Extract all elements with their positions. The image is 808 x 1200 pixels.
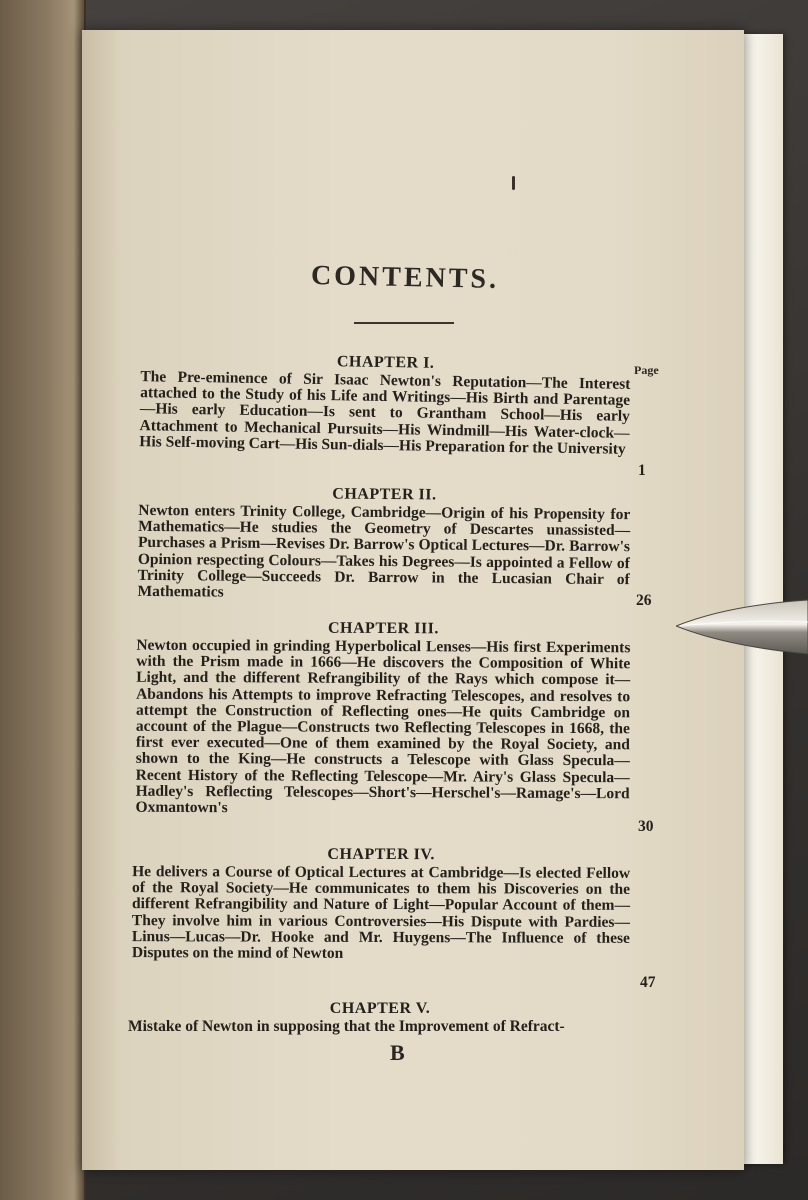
chapter-4-summary: He delivers a Course of Optical Lectures at Cambridge—Is elected Fellow of the Royal Society—He communicates to them his Discoveries on the different Refrangibility and Nature of Light—Popular Account of them—They involve him in various Controversies—His Dispute with Pardies—Linus—Lucas—Dr. Hooke and Mr. Huygens—The Influence of these Disputes on the mind of Newton bbox=[131, 863, 631, 962]
facing-page-edge bbox=[0, 0, 86, 1200]
chapter-4-entry bbox=[132, 845, 630, 963]
chapter-1-summary: The Pre-eminence of Sir Isaac Newton's Reputation—The Interest attached to the Study of his Life and Writings—His Birth and Parentage—His early Education—Is sent to Grantham School—His early Attachment to Mechanical Pursuits—His Windmill—His Water-clock—His Self-moving Cart—His Sun-dials—His Preparation for the University bbox=[139, 368, 631, 458]
chapter-4-page: 47 bbox=[640, 974, 656, 991]
chapter-1-entry bbox=[139, 350, 631, 458]
chapter-5-summary: Mistake of Newton in supposing that the Improvement of Refract- bbox=[128, 1018, 565, 1035]
chapter-3-page: 30 bbox=[638, 818, 654, 835]
chapter-3-entry bbox=[135, 619, 630, 819]
chapter-1-title: CHAPTER I. bbox=[336, 353, 435, 372]
chapter-4-title: CHAPTER IV. bbox=[327, 845, 435, 864]
page-column-label: Page bbox=[634, 363, 659, 377]
chapter-1-page: 1 bbox=[638, 462, 646, 479]
contents-heading: CONTENTS. bbox=[310, 260, 500, 295]
chapter-5-title: CHAPTER V. bbox=[329, 1000, 431, 1017]
heading-rule bbox=[354, 322, 454, 324]
chapter-2-summary: Newton enters Trinity College, Cambridge—Origin of his Propensity for Mathematics—He studies the Geometry of Descartes unassisted—Purchases a Prism—Revises Dr. Barrow's Optical Lectures—Dr. Barrow's Opinion respecting Colours—Takes his Degrees—Is appointed a Fellow of Trinity College—Succeeds Dr. Barrow in the Lucasian Chair of Mathematics bbox=[137, 501, 631, 601]
chapter-2-page: 26 bbox=[636, 592, 652, 609]
chapter-5-entry bbox=[128, 1000, 632, 1035]
metal-pointer bbox=[676, 596, 808, 660]
ink-blot bbox=[512, 176, 515, 190]
chapter-2-title: CHAPTER II. bbox=[332, 485, 437, 504]
chapter-3-summary: Newton occupied in grinding Hyperbolical Lenses—His first Experiments with the Prism made in 1666—He discovers the Composition of White Light, and the different Refrangibility of the Rays which compose it—Abandons his Attempts to improve Refracting Telescopes, and resolves to attempt the Construction of Reflecting ones—He quits Cambridge on account of the Plague—Constructs two Reflecting Telescopes in 1668, the first ever executed—One of them examined by the Royal Society, and shown to the King—He constructs a Telescope with Glass Specula—Recent History of the Reflecting Telescope—Mr. Airy's Glass Specula—Hadley's Reflecting Telescopes—Short's—Herschel's—Ramage's—Lord Oxmantown's bbox=[135, 636, 631, 817]
chapter-3-title: CHAPTER III. bbox=[327, 619, 439, 638]
chapter-2-entry bbox=[138, 484, 631, 605]
signature-mark: B bbox=[390, 1040, 405, 1065]
